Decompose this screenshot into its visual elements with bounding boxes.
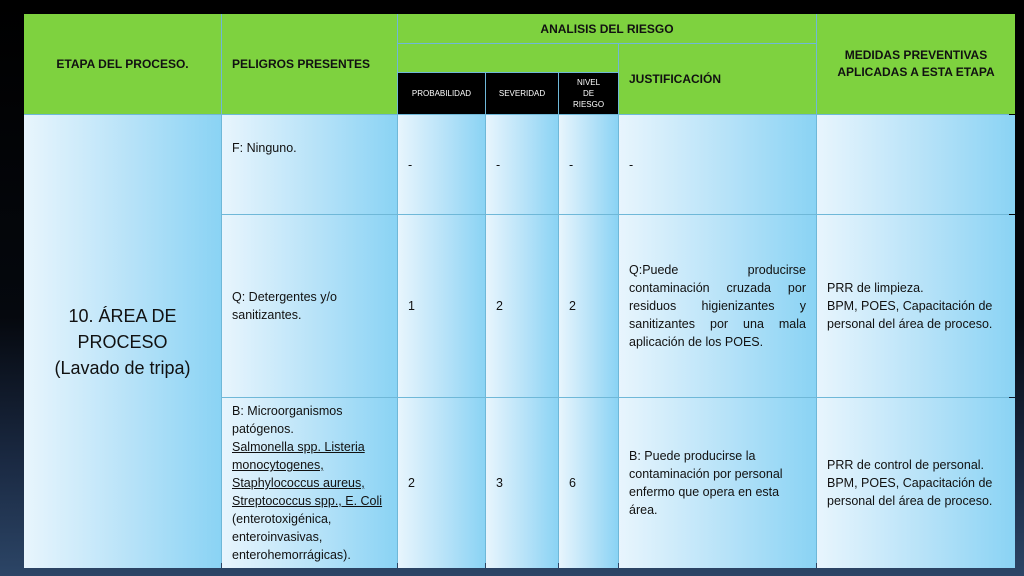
row2-medidas-line1: PRR de limpieza. (827, 281, 924, 295)
row1-justificacion: - (619, 115, 816, 214)
row3-peligro-tail: (enterotoxigénica, enteroinvasivas, enterohemorrágicas). (232, 512, 351, 562)
header-spacer (398, 44, 618, 72)
subheader-nivel: NIVEL DE RIESGO (559, 73, 618, 114)
row2-justificacion-cell (619, 215, 816, 397)
hazard-analysis-table (24, 14, 1009, 563)
row1-nivel: - (559, 115, 618, 214)
row2-probabilidad: 1 (398, 215, 485, 397)
row3-justificacion: B: Puede producirse la contaminación por personal enfermo que opera en esta área. (619, 398, 816, 568)
row3-medidas-line2: BPM, POES, Capacitación de personal del área de proceso. (827, 476, 993, 508)
row3-severidad: 3 (486, 398, 558, 568)
header-justificacion: JUSTIFICACIÓN (619, 44, 816, 114)
row2-medidas-cell (817, 215, 1015, 397)
row3-peligro-cell (222, 398, 397, 568)
row2-peligro: Q: Detergentes y/o sanitizantes. (222, 215, 397, 397)
stage-cell: 10. ÁREA DE PROCESO (Lavado de tripa) (24, 115, 221, 568)
subheader-probabilidad: PROBABILIDAD (398, 73, 485, 114)
row1-peligro: F: Ninguno. (222, 115, 397, 214)
row3-peligro-intro: B: Microorganismos patógenos. (232, 404, 343, 436)
row1-medidas (817, 115, 1015, 214)
row1-severidad: - (486, 115, 558, 214)
header-analisis: ANALISIS DEL RIESGO (398, 14, 816, 43)
row3-nivel: 6 (559, 398, 618, 568)
row3-peligro-organisms: Salmonella spp. Listeria monocytogenes, Staphylococcus aureus, Streptococcus spp., E. Coli (232, 440, 383, 508)
row2-medidas-line2: BPM, POES, Capacitación de personal del área de proceso. (827, 299, 993, 331)
row1-probabilidad: - (398, 115, 485, 214)
row2-severidad: 2 (486, 215, 558, 397)
header-medidas: MEDIDAS PREVENTIVAS APLICADAS A ESTA ETAPA (817, 14, 1015, 114)
header-peligros: PELIGROS PRESENTES (222, 14, 397, 114)
row2-justificacion: Q:Puede producirse contaminación cruzada por residuos higienizantes y sanitizantes por una mala aplicación de los POES. (629, 263, 806, 349)
header-etapa: ETAPA DEL PROCESO. (24, 14, 221, 114)
row3-probabilidad: 2 (398, 398, 485, 568)
row2-nivel: 2 (559, 215, 618, 397)
row3-medidas-cell (817, 398, 1015, 568)
subheader-severidad: SEVERIDAD (486, 73, 558, 114)
row3-medidas-line1: PRR de control de personal. (827, 458, 985, 472)
